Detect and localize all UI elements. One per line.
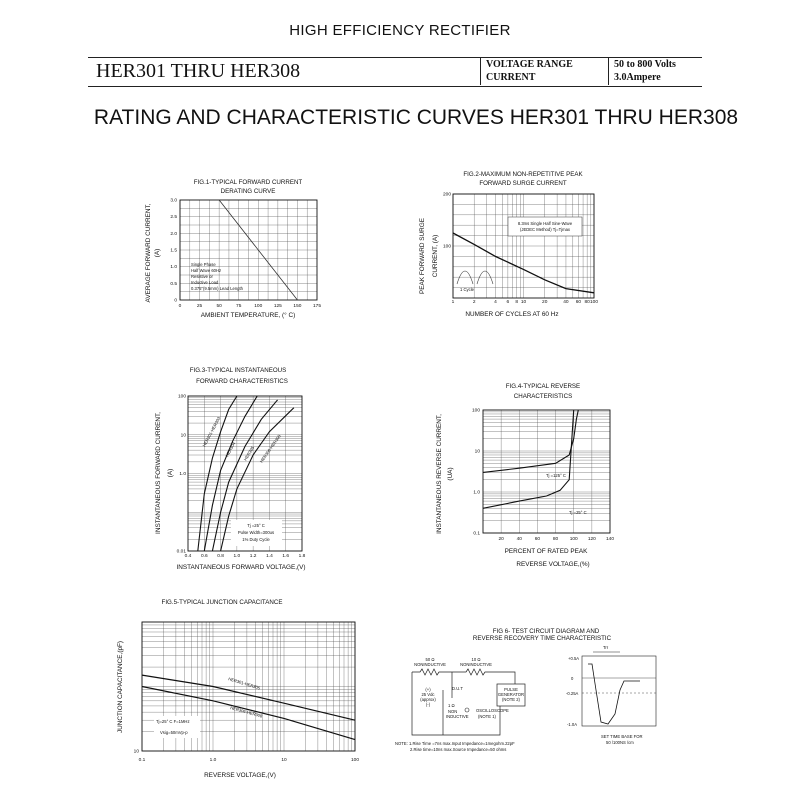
fig4-ylabel-unit: (UA): [447, 467, 454, 481]
fig2-chart: [419, 171, 598, 318]
pulse-gen-label: (NOTE 2): [502, 697, 520, 702]
fig1-note: Resistive or: [191, 274, 213, 279]
tick-label: 1.0: [209, 758, 217, 763]
fig6-diagram: [395, 628, 656, 752]
fig1-ylabel-unit: (A): [154, 248, 161, 258]
voltage-label: VOLTAGE RANGE: [486, 59, 573, 70]
voltage-value: 50 to 800 Volts: [614, 59, 676, 70]
tick-label: 0.6: [200, 554, 208, 559]
tick-label: 10: [180, 433, 186, 439]
tick-label: 140: [605, 537, 615, 542]
tick-label: 2.0: [170, 231, 177, 237]
waveform-frame: [582, 656, 656, 726]
fig4-series-line: [483, 410, 574, 508]
fig2-note: 1 Cycle: [460, 287, 474, 292]
fig3-ylabel: INSTANTANEOUS FORWARD CURRENT,: [155, 412, 162, 534]
fig3-note: 1% Duty Cycle: [242, 537, 270, 542]
tick-label: 6: [506, 300, 510, 305]
fig6-note: 2.Rise time=10ns max.Source Impedance=50 ohms: [410, 747, 507, 752]
scope-label: (NOTE 1): [478, 714, 496, 719]
tick-label: 10: [281, 758, 287, 763]
pulse-gen-label: GENERATOR: [497, 692, 525, 697]
fig3-series-label: HER304: [224, 441, 237, 458]
tick-label: 40: [563, 300, 569, 305]
fig4-series-line: [483, 410, 578, 472]
tick-label: 4: [494, 300, 497, 305]
fig6-subtitle: REVERSE RECOVERY TIME CHARACTERISTIC: [472, 635, 612, 642]
tick-label: 100: [177, 394, 186, 400]
wave-level: +0.5A: [568, 656, 580, 661]
fig1-note: Inductive Load: [191, 280, 219, 285]
tick-label: 10: [133, 749, 139, 755]
tick-label: 80: [584, 300, 590, 305]
tick-label: 60: [534, 537, 541, 542]
fig5-ylabel: JUNCTION CAPACITANCE,(pF): [117, 640, 124, 734]
time-base-label: SET TIME BASE FOR: [601, 734, 643, 739]
fig1-ylabel: AVERAGE FORWARD CURRENT,: [145, 203, 152, 303]
fig2-xlabel: NUMBER OF CYCLES AT 60 Hz: [465, 311, 559, 318]
tick-label: 1.0: [473, 490, 480, 496]
tick-label: 1.5: [170, 248, 177, 254]
fig3-xlabel: INSTANTANEOUS FORWARD VOLTAGE,(V): [176, 564, 306, 571]
fig4-subtitle: CHARACTERISTICS: [513, 393, 573, 400]
fig1-xlabel: AMBIENT TEMPERATURE, (° C): [200, 312, 296, 319]
fig4-title: FIG.4-TYPICAL REVERSE: [505, 383, 581, 390]
tick-label: 0: [174, 298, 177, 304]
res3-label: INDUCTIVE: [446, 714, 469, 719]
fig6-title: FIG 6- TEST CIRCUIT DIAGRAM AND: [492, 628, 600, 635]
fig5-note: Vsig=50mVp-p: [160, 730, 188, 735]
fig1-grid: [180, 200, 317, 300]
tick-label: 8: [515, 300, 519, 305]
tick-label: 100: [569, 537, 578, 542]
tick-label: 1.6: [282, 554, 290, 559]
tick-label: 0.5: [170, 281, 177, 287]
tick-label: 150: [293, 304, 302, 309]
tick-label: 1.0: [170, 265, 177, 271]
fig4-series-label: Tj =125° C: [546, 473, 566, 478]
fig2-ylabel-unit: CURRENT, (A): [432, 234, 439, 278]
tick-label: 125: [273, 304, 282, 309]
tick-label: 0.1: [138, 758, 146, 763]
res1-label: NONINDUCTIVE: [414, 662, 446, 667]
fig5-xlabel: REVERSE VOLTAGE,(V): [204, 772, 276, 779]
fig3-note: Tj =25° C: [247, 523, 265, 528]
fig2-ylabel: PEAK FORWARD SURGE: [419, 218, 426, 294]
fig5-series-label: HER306-HER308: [229, 705, 263, 719]
fig4-series-label: Tj =25° C: [569, 510, 587, 515]
fig1-note: Single Phase: [191, 262, 216, 267]
tick-label: 0.4: [184, 554, 192, 559]
fig6-note: NOTE: 1.Rise Time =7ns max.Input Impedance=1megohm.22pF: [395, 741, 515, 746]
fig1-note: Half Wave 60Hz: [191, 268, 222, 273]
fig4-xlabel-2: REVERSE VOLTAGE,(%): [516, 561, 590, 568]
fig1-subtitle: DERATING CURVE: [220, 188, 276, 195]
tick-label: 20: [498, 537, 504, 542]
supply-label: (-): [425, 702, 431, 707]
fig1-chart: [145, 179, 321, 319]
fig4-chart: [436, 383, 614, 568]
res3-label: NON: [448, 709, 458, 714]
tick-label: 100: [350, 758, 360, 763]
supply-label: (approx): [420, 697, 436, 702]
fig2-subtitle: FORWARD SURGE CURRENT: [479, 180, 567, 187]
tick-label: 75: [236, 304, 242, 309]
fig3-ylabel-unit: (A): [167, 468, 174, 478]
res2-value: 10 Ω: [471, 657, 481, 662]
tick-label: 60: [575, 300, 582, 305]
fig3-note: Pulse Width=300us: [237, 530, 275, 535]
current-value: 3.0Ampere: [614, 72, 661, 83]
fig5-chart: [117, 599, 359, 779]
tick-label: 120: [587, 537, 596, 542]
tick-label: 80: [552, 537, 559, 542]
fig4-ylabel: INSTANTANEOUS REVERSE CURRENT,: [436, 414, 443, 534]
fig3-title: FIG.3-TYPICAL INSTANTANEOUS: [189, 367, 287, 374]
fig5-series-label: HER301-HER305: [227, 676, 261, 691]
tick-label: 1.0: [179, 472, 186, 477]
fig1-title: FIG.1-TYPICAL FORWARD CURRENT: [193, 179, 303, 186]
fig1-note: 0.375"(9.5mm) Lead Length: [191, 286, 244, 291]
tick-label: 100: [471, 408, 480, 414]
tick-label: 3.0: [170, 198, 177, 204]
res3-value: 1 Ω: [448, 703, 455, 708]
tick-label: 200: [442, 192, 451, 198]
tick-label: 25: [196, 304, 203, 309]
tick-label: 2.5: [170, 215, 177, 221]
fig4-plot-frame: [483, 410, 610, 533]
supply-label: 25 Vdc: [421, 692, 435, 697]
fig2-note: 8.3ms Single Half Sine-Wave: [517, 221, 573, 226]
tick-label: 40: [516, 537, 522, 542]
tick-label: 0: [178, 304, 182, 309]
tick-label: 10: [520, 300, 527, 305]
half-sine-wave-icon: [457, 271, 493, 284]
document-title: HIGH EFFICIENCY RECTIFIER: [289, 22, 511, 39]
fig3-series-label: HER305: [242, 445, 256, 462]
tick-label: 0.01: [176, 549, 186, 555]
tick-label: 1.2: [249, 554, 257, 559]
time-base-label: 50 /100NS /cm: [606, 740, 634, 745]
fig3-series-label: HER306-HER308: [258, 433, 282, 464]
page-title: RATING AND CHARACTERISTIC CURVES HER301 THRU HER308: [93, 106, 739, 129]
fig3-subtitle: FORWARD CHARACTERISTICS: [196, 378, 288, 385]
tick-label: 1: [451, 300, 455, 305]
dut-label: D.U.T: [452, 686, 463, 691]
tick-label: 175: [312, 304, 322, 309]
fig3-series-label: HER301-HER303: [201, 415, 222, 448]
current-label: CURRENT: [486, 72, 536, 83]
tick-label: 2: [472, 300, 476, 305]
tick-label: 1.8: [298, 554, 306, 559]
fig2-title: FIG.2-MAXIMUM NON-REPETITIVE PEAK: [463, 171, 583, 178]
scope-label: OSCILLOSCOPE: [476, 708, 509, 713]
pulse-gen-label: PULSE: [504, 687, 518, 692]
tick-label: 1.4: [266, 554, 273, 559]
tick-label: 0.8: [217, 554, 224, 559]
tick-label: 1.0: [233, 554, 241, 559]
tick-label: 100: [254, 304, 263, 309]
tick-label: 100: [442, 244, 451, 250]
tick-label: 10: [474, 449, 480, 455]
res1-value: 50 Ω: [425, 657, 435, 662]
tick-label: 0.1: [473, 531, 480, 537]
fig2-note: (JEDEC Method) Tj=Tjmax: [519, 227, 571, 232]
fig3-chart: [155, 367, 306, 571]
supply-label: (+): [425, 687, 431, 692]
tick-label: 100: [589, 300, 599, 305]
trr-label: Trr: [603, 645, 609, 650]
res2-label: NONINDUCTIVE: [460, 662, 492, 667]
wave-level: -0.25A: [566, 691, 579, 696]
wave-level: -1.0A: [567, 722, 578, 727]
tick-label: 20: [542, 300, 548, 305]
recovery-waveform: [588, 664, 640, 724]
fig4-xlabel: PERCENT OF RATED PEAK: [504, 548, 588, 555]
probe-icon: [465, 708, 469, 712]
fig5-note: Tj=25° C F=1MHz: [156, 719, 190, 724]
wave-level: 0: [571, 676, 574, 681]
tick-label: 50: [216, 304, 222, 309]
fig5-title: FIG.5-TYPICAL JUNCTION CAPACITANCE: [161, 599, 283, 606]
part-range: HER301 THRU HER308: [96, 60, 301, 82]
